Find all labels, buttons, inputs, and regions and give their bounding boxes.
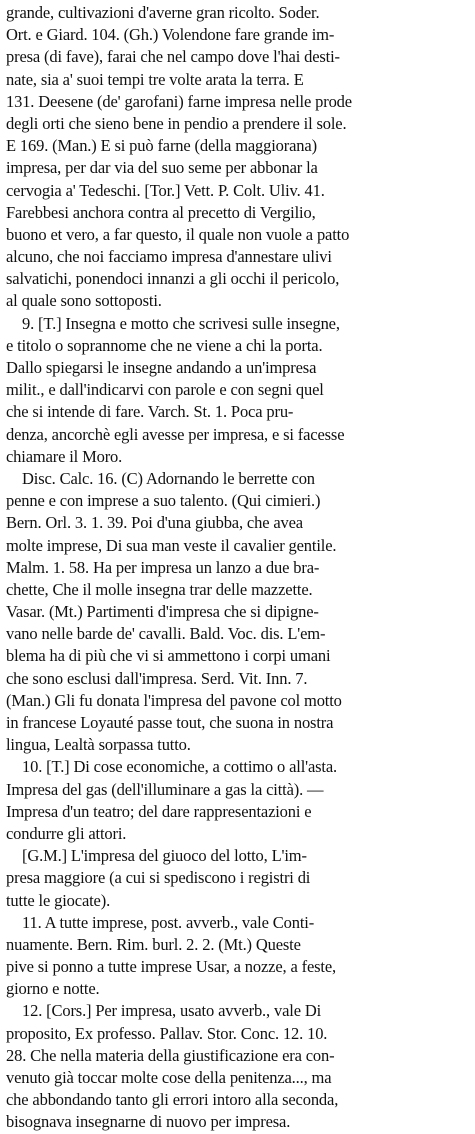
text-line: nate, sia a' suoi tempi tre volte arata la terra. E: [6, 69, 304, 89]
text-line: buono et vero, a far questo, il quale non vuole a patto: [6, 224, 350, 244]
text-line: salvatichi, ponendoci innanzi a gli occhi il pericolo,: [6, 269, 340, 289]
text-line: Impresa del gas (dell'illuminare a gas la città). —: [6, 779, 324, 799]
text-line: [G.M.] L'impresa del giuoco del lotto, L'im-: [22, 846, 307, 866]
text-line: lingua, Lealtà sorpassa tutto.: [6, 735, 191, 755]
text-line: condurre gli attori.: [6, 823, 127, 843]
text-line: impresa, per dar via del suo seme per abbonar la: [6, 158, 318, 178]
text-line: Disc. Calc. 16. (C) Adornando le berrette con: [22, 468, 315, 488]
sense-heading-12: 12. [Cors.] Per impresa, usato avverb., vale Di: [22, 1001, 322, 1021]
text-line: che abbondando tanto gli errori intoro alla seconda,: [6, 1090, 339, 1110]
text-line: chette, Che il molle insegna trar delle mazzette.: [6, 579, 313, 599]
entry-text-block: [6, 2, 469, 1134]
text-line: Malm. 1. 58. Ha per impresa un lanzo a due bra-: [6, 557, 320, 577]
text-line: che si intende di fare. Varch. St. 1. Poca pru-: [6, 402, 294, 422]
text-line: Impresa d'un teatro; del dare rappresentazioni e: [6, 801, 312, 821]
text-line: giorno e notte.: [6, 979, 100, 999]
text-line: e titolo o soprannome che ne viene a chi la porta.: [6, 335, 323, 355]
text-line: Bern. Orl. 3. 1. 39. Poi d'una giubba, che avea: [6, 513, 303, 533]
text-line: chiamare il Moro.: [6, 446, 123, 466]
text-line: alcuno, che noi facciamo impresa d'annestare ulivi: [6, 247, 332, 267]
text-line: bisognava insegnarne di nuovo per impresa.: [6, 1112, 291, 1132]
text-line: degli orti che sieno bene in pendio a prendere il sole.: [6, 113, 347, 133]
text-line: pive si ponno a tutte imprese Usar, a nozze, a feste,: [6, 957, 336, 977]
text-line: tutte le giocate).: [6, 890, 111, 910]
text-line: che sono esclusi dall'impresa. Serd. Vit. Inn. 7.: [6, 668, 308, 688]
text-line: proposito, Ex professo. Pallav. Stor. Conc. 12. 10.: [6, 1023, 328, 1043]
text-line: Ort. e Giard. 104. (Gh.) Volendone fare grande im-: [6, 25, 335, 45]
text-line: 131. Deesene (de' garofani) farne impresa nelle prode: [6, 91, 352, 111]
text-line: cervogia a' Tedeschi. [Tor.] Vett. P. Colt. Uliv. 41.: [6, 180, 325, 200]
text-line: penne e con imprese a suo talento. (Qui cimieri.): [6, 491, 321, 511]
text-line: E 169. (Man.) E si può farne (della maggiorana): [6, 136, 317, 156]
text-line: molte imprese, Di sua man veste il cavalier gentile.: [6, 535, 337, 555]
text-line: vano nelle barde de' cavalli. Bald. Voc. dis. L'em-: [6, 624, 326, 644]
text-line: venuto già toccar molte cose della penitenza..., ma: [6, 1068, 332, 1087]
sense-heading-10: 10. [T.] Di cose economiche, a cottimo o all'asta.: [22, 757, 337, 777]
dictionary-entry-page: [6, 2, 469, 1134]
text-line: al quale sono sottoposti.: [6, 291, 162, 311]
text-line: blema ha di più che vi si ammettono i corpi umani: [6, 646, 331, 666]
text-line: presa maggiore (a cui si spediscono i registri di: [6, 868, 311, 888]
text-line: Vasar. (Mt.) Partimenti d'impresa che si dipigne-: [6, 602, 319, 622]
text-line: grande, cultivazioni d'averne gran ricolto. Soder.: [6, 3, 320, 22]
sense-heading-11: 11. A tutte imprese, post. avverb., vale Conti-: [22, 912, 315, 932]
text-line: 28. Che nella materia della giustificazione era con-: [6, 1045, 335, 1065]
text-line: Farebbesi anchora contra al precetto di Vergilio,: [6, 202, 316, 222]
text-line: milit., e dall'indicarvi con parole e con segni quel: [6, 380, 324, 400]
text-line: in francese Loyauté passe tout, che suona in nostra: [6, 713, 334, 732]
text-line: presa (di fave), farai che nel campo dove l'hai desti-: [6, 47, 340, 67]
text-line: nuamente. Bern. Rim. burl. 2. 2. (Mt.) Queste: [6, 934, 301, 954]
text-line: denza, ancorchè egli avesse per impresa, e si facesse: [6, 424, 345, 444]
text-line: (Man.) Gli fu donata l'impresa del pavone col motto: [6, 690, 342, 710]
sense-heading-9: 9. [T.] Insegna e motto che scrivesi sulle insegne,: [22, 313, 340, 333]
text-line: Dallo spiegarsi le insegne andando a un'impresa: [6, 358, 317, 377]
